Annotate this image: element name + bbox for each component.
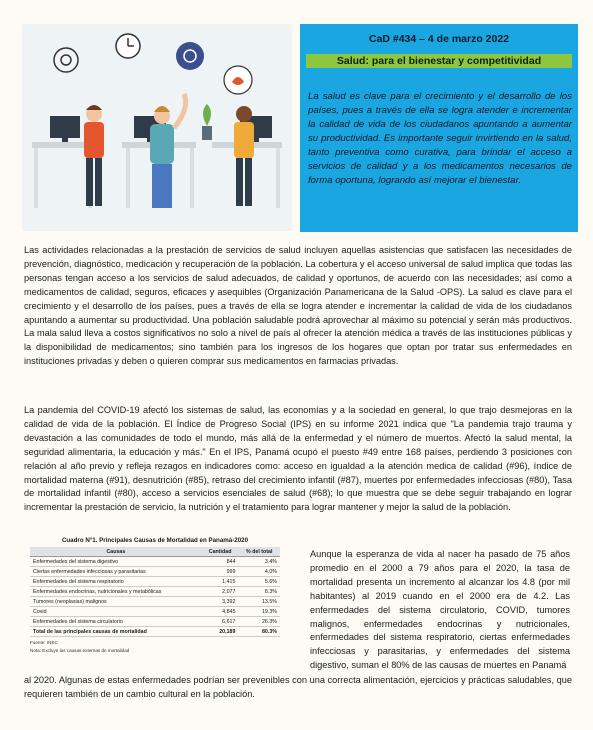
cell: 5.6% [238,577,280,587]
table-row [30,587,280,597]
table-row [30,607,280,617]
paragraph-3: Aunque la esperanza de vida al nacer ha pasado de 75 años promedio en el 2000 a 79 años para el 2020, la tasa de mortalidad presenta un incremento al alcanzar los 4.8 (por mil habitantes) al 2019 cuando en el 2000 era de 4.2. Las enfermedades del sistema circulatorio, COVID, tumores malignos, enfermedades endocrinas y nutricionales, enfermedades del sistema respiratorio, ciertas enfermedades infecciosas y parasitarias, y enfermedades del sistema digestivo, suman el 80% de las causas de muertes en Panamá [310,549,570,671]
header-causas: Causas [30,547,202,557]
table-total-row [30,627,280,637]
table-source: Fuente: INEC [30,640,58,645]
table-row [30,567,280,577]
cell: Enfermedades del sistema digestivo [30,557,202,567]
health-illustration [22,24,292,231]
table-header-row [30,547,280,557]
header-cantidad: Cantidad [202,547,239,557]
info-panel [300,24,578,232]
cell: 999 [202,567,239,577]
cell: 3,392 [202,597,239,607]
table [30,547,280,637]
table-row [30,557,280,567]
cell: 2,077 [202,587,239,597]
cell: 80.3% [238,627,280,637]
office-workers-illustration [22,24,292,231]
issue-title: Salud: para el bienestar y competitividad [306,54,572,68]
cell: 3.4% [238,557,280,567]
cell: 4,845 [202,607,239,617]
cell: 26.3% [238,617,280,627]
cell: 4.0% [238,567,280,577]
paragraph-1: Las actividades relacionadas a la prestación de servicios de salud incluyen aquellas asistencias que satisfacen las necesidades de prevención, diagnóstico, medicación y recuperación de la población. La cobertura y el acceso universal de salud implica que todas las personas tengan acceso a los servicios de salud adecuados, de calidad y oportunos, de acuerdo con las necesidades; así como a medicamentos de calidad, seguros, eficaces y asequibles (Organización Panamericana de la Salud -OPS). La salud es clave para el crecimiento y el desarrollo de los países, pues a través de ella se logra atender e incrementar la calidad de vida de los ciudadanos apuntando a aumentar su productividad. Una población saludable podrá aprovechar al máximo su potencial y serán más productivos. La mala salud lleva a costos significativos no solo a nivel de país al ofrecer la atención médica a través de las instituciones públicas y la disponibilidad de medicamentos; sino también para los ingresos de los hogares que optan por tratar sus enfermedades en instituciones privadas y deben o quieren comprar sus medicamentos en farmacias privadas. [24,245,572,367]
cell: 844 [202,557,239,567]
table-row [30,597,280,607]
cell: Tumores (neoplasias) malignos [30,597,202,607]
cell: Ciertas enfermedades infecciosas y parasitarias [30,567,202,577]
cell: 20,189 [202,627,239,637]
summary-text: La salud es clave para el crecimiento y el desarrollo de los países, pues a través de ella se logra atender e incrementar la calidad de vida de los ciudadanos apuntando a aumentar su productividad. Es importante seguir invirtiendo en la salud, tanto preventiva como curativa, para brindar el acceso a servicios de calidad y a los medicamentos necesarios de forma oportuna, logrando así mejorar el bienestar. [308,91,572,186]
cell: 6,617 [202,617,239,627]
paragraph-4: al 2020. Algunas de estas enfermedades podrían ser prevenibles con una correcta alimentación, ejercicios y prácticas saludables, que requieren también de un cambio cultural en la población. [24,675,572,699]
cell: Enfermedades del sistema respiratorio [30,577,202,587]
cell: 19.3% [238,607,280,617]
cell: Enfermedades del sistema circulatorio [30,617,202,627]
table-row [30,617,280,627]
table-row [30,577,280,587]
table-note: Nota: Excluye las causas externas de mortalidad [30,648,130,653]
issue-header: CaD #434 – 4 de marzo 2022 [368,33,510,45]
table-title: Cuadro N°1. Principales Causas de Mortalidad en Panamá-2020 [61,537,249,544]
paragraph-2: La pandemia del COVID-19 afectó los sistemas de salud, las economías y a la sociedad en general, lo que trajo desmejoras en la calidad de vida de la población. El Índice de Progreso Social (IPS) en su informe 2021 indica que "La pandemia trajo trauma y devastación a las comunidades de todo el mundo, más allá de la enfermedad y el número de muertos. Afectó la salud mental, la seguridad alimentaria, la educación y más." En el IPS, Panamá ocupó el puesto #49 entre 168 países, perdiendo 3 posiciones con relación al año previo y refleja rezagos en indicadores como: acceso en igualdad a la atención medica de calidad (#96), índice de mortalidad materna (#91), desnutrición (#85), retraso del crecimiento infantil (#87), muertes por enfermedades infecciosas (#80), Tasa de mortalidad infantil (#80), acceso a servicios esenciales de salud (#68); lo que muestra que se debe seguir trabajando en lograr incrementar la prestación de servicio, la nutrición y el tratamiento para lograr mantener y mejor la salud de la población. [24,405,572,513]
cell: 8.3% [238,587,280,597]
header-porcentaje: % del total [238,547,280,557]
cell: Covid [30,607,202,617]
cell: 13.5% [238,597,280,607]
cell: Enfermedades endocrinas, nutricionales y metabólicas [30,587,202,597]
mortality-table [30,537,280,653]
cell: Total de las principales causas de mortalidad [30,627,202,637]
cell: 1,415 [202,577,239,587]
